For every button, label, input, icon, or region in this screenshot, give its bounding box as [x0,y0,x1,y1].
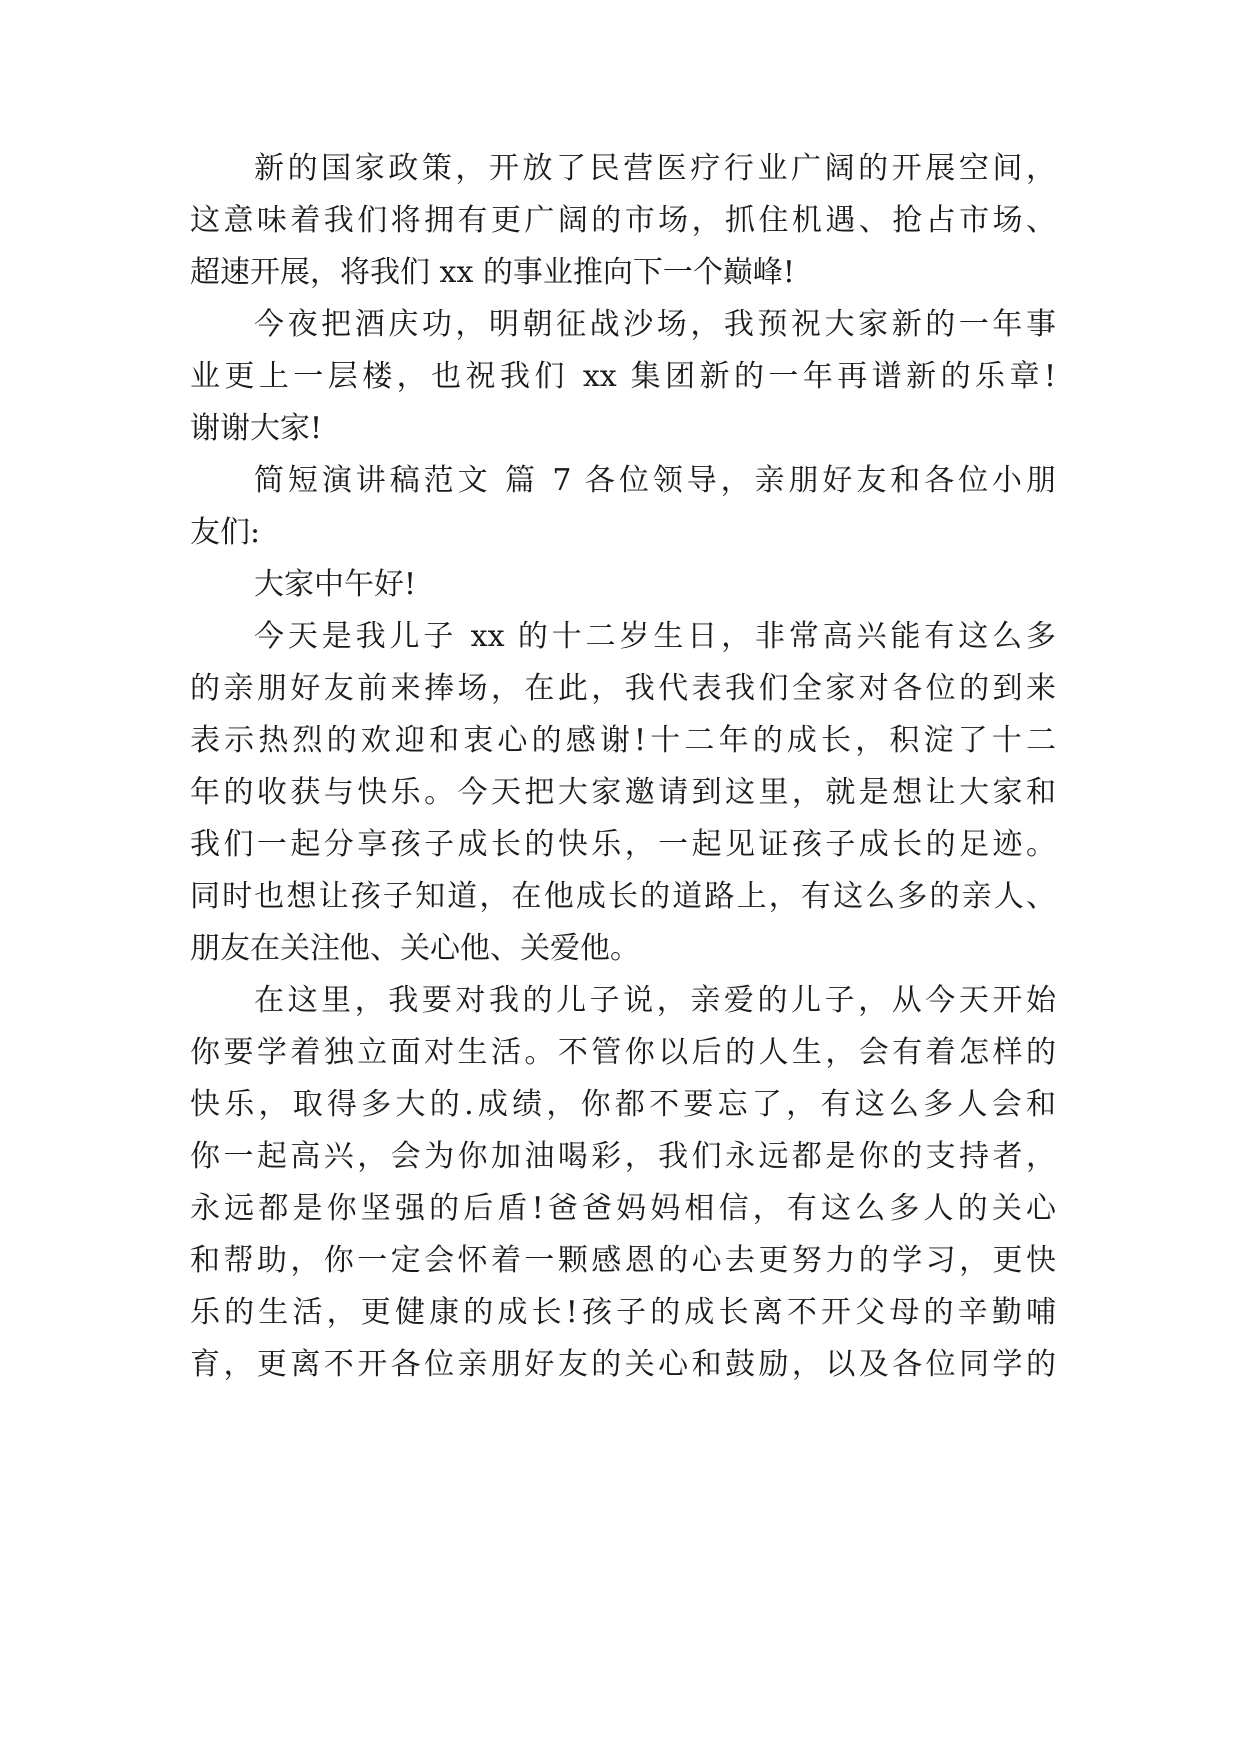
paragraph-1-line-3: 超速开展，将我们 xx 的事业推向下一个巅峰! [190,255,795,290]
paragraph-5-line-2: 你要学着独立面对生活。不管你以后的人生，会有着怎样的 [190,1035,1056,1070]
paragraph-5-line-6: 和帮助，你一定会怀着一颗感恩的心去更努力的学习，更快 [190,1243,1056,1278]
paragraph-4-line-2: 的亲朋好友前来捧场，在此，我代表我们全家对各位的到来 [190,671,1056,706]
paragraph-5-line-7: 乐的生活，更健康的成长!孩子的成长离不开父母的辛勤哺 [190,1295,1056,1330]
paragraph-2-line-1: 今夜把酒庆功，明朝征战沙场，我预祝大家新的一年事 [254,307,1056,342]
paragraph-4-line-3: 表示热烈的欢迎和衷心的感谢!十二年的成长，积淀了十二 [190,723,1056,758]
paragraph-4-line-5: 我们一起分享孩子成长的快乐，一起见证孩子成长的足迹。 [190,827,1056,862]
paragraph-1-line-1: 新的国家政策，开放了民营医疗行业广阔的开展空间， [254,151,1056,186]
paragraph-5-line-3: 快乐，取得多大的.成绩，你都不要忘了，有这么多人会和 [190,1087,1056,1122]
paragraph-5-line-1: 在这里，我要对我的儿子说，亲爱的儿子，从今天开始 [254,983,1056,1018]
paragraph-5-line-5: 永远都是你坚强的后盾!爸爸妈妈相信，有这么多人的关心 [190,1191,1056,1226]
paragraph-4-line-4: 年的收获与快乐。今天把大家邀请到这里，就是想让大家和 [190,775,1056,810]
paragraph-2-line-3: 谢谢大家! [190,411,323,446]
paragraph-4-line-6: 同时也想让孩子知道，在他成长的道路上，有这么多的亲人、 [190,879,1056,914]
greeting-line: 大家中午好! [254,567,417,602]
paragraph-5-line-8: 育，更离不开各位亲朋好友的关心和鼓励，以及各位同学的 [190,1347,1056,1382]
paragraph-4-line-7: 朋友在关注他、关心他、关爱他。 [190,931,640,966]
paragraph-4-line-1: 今天是我儿子 xx 的十二岁生日，非常高兴能有这么多 [254,619,1056,654]
section-heading-line-1: 简短演讲稿范文 篇 7 各位领导，亲朋好友和各位小朋 [254,463,1056,498]
paragraph-2-line-2: 业更上一层楼，也祝我们 xx 集团新的一年再谱新的乐章! [190,359,1056,394]
section-heading-line-2: 友们: [190,515,261,550]
paragraph-1-line-2: 这意味着我们将拥有更广阔的市场，抓住机遇、抢占市场、 [190,203,1056,238]
paragraph-5-line-4: 你一起高兴，会为你加油喝彩，我们永远都是你的支持者， [190,1139,1056,1174]
